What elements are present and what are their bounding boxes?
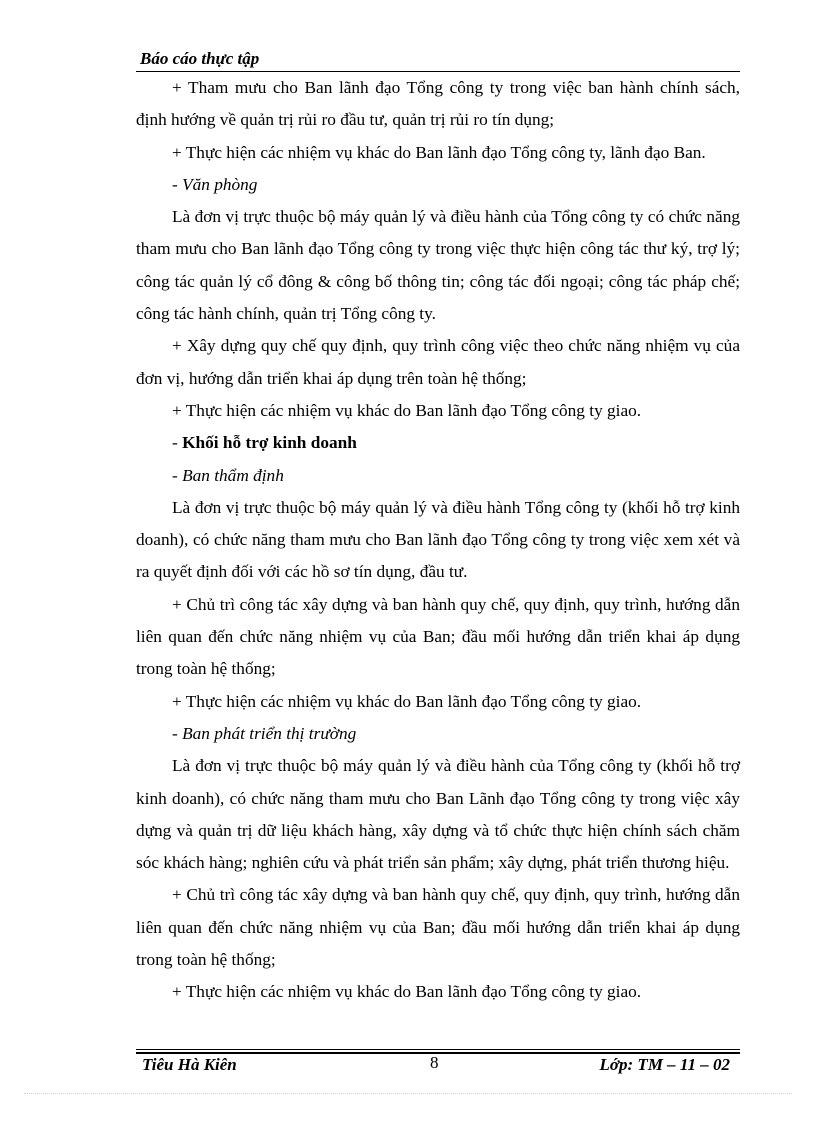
heading-text: Khối hỗ trợ kinh doanh xyxy=(182,433,357,453)
document-body xyxy=(136,72,740,1009)
paragraph: + Thực hiện các nhiệm vụ khác do Ban lãnh đạo Tổng công ty giao. xyxy=(172,691,642,711)
heading-dash: - xyxy=(172,723,183,743)
section-heading xyxy=(136,460,740,492)
heading-dash: - xyxy=(172,465,183,485)
paragraph: + Thực hiện các nhiệm vụ khác do Ban lãnh đạo Tổng công ty giao. xyxy=(172,400,642,420)
header-title: Báo cáo thực tập xyxy=(140,49,260,68)
heading-dash: - xyxy=(172,174,183,194)
footer-class: Lớp: TM – 11 – 02 xyxy=(599,1055,730,1074)
section-heading xyxy=(136,718,740,750)
section-heading xyxy=(136,169,740,201)
page-edge xyxy=(24,1093,792,1094)
paragraph: Là đơn vị trực thuộc bộ máy quản lý và điều hành Tổng công ty (khối hỗ trợ kinh doanh), có chức năng tham mưu cho Ban lãnh đạo Tổng công ty trong việc xem xét và ra quyết định đối với các hồ sơ tín dụng, đầu tư. xyxy=(136,497,740,582)
page-number: 8 xyxy=(430,1053,439,1072)
heading-text: Văn phòng xyxy=(182,174,258,194)
page-footer xyxy=(136,1053,740,1077)
paragraph: + Tham mưu cho Ban lãnh đạo Tổng công ty trong việc ban hành chính sách, định hướng về quản trị rủi ro đầu tư, quản trị rủi ro tín dụng; xyxy=(136,78,740,130)
paragraph: + Thực hiện các nhiệm vụ khác do Ban lãnh đạo Tổng công ty, lãnh đạo Ban. xyxy=(172,142,706,162)
footer-divider xyxy=(136,1049,740,1050)
paragraph: Là đơn vị trực thuộc bộ máy quản lý và điều hành của Tổng công ty (khối hỗ trợ kinh doanh), có chức năng tham mưu cho Ban Lãnh đạo Tổng công ty trong việc xây dựng và quản trị dữ liệu khách hàng, xây dựng và tổ chức thực hiện chính sách chăm sóc khách hàng; nghiên cứu và phát triển sản phẩm; xây dựng, phát triển thương hiệu. xyxy=(136,756,740,873)
paragraph: + Chủ trì công tác xây dựng và ban hành quy chế, quy định, quy trình, hướng dẫn liên quan đến chức năng nhiệm vụ của Ban; đầu mối hướng dẫn triển khai áp dụng trong toàn hệ thống; xyxy=(136,885,740,970)
page-header xyxy=(136,49,740,69)
section-heading xyxy=(136,427,740,459)
heading-text: Ban thẩm định xyxy=(182,465,284,485)
heading-dash: - xyxy=(172,433,183,453)
paragraph: Là đơn vị trực thuộc bộ máy quản lý và điều hành của Tổng công ty có chức năng tham mưu cho Ban lãnh đạo Tổng công ty trong việc thực hiện công tác thư ký, trợ lý; công tác quản lý cổ đông & công bố thông tin; công tác đối ngoại; công tác pháp chế; công tác hành chính, quản trị Tổng công ty. xyxy=(136,207,740,324)
paragraph: + Xây dựng quy chế quy định, quy trình công việc theo chức năng nhiệm vụ của đơn vị, hướng dẫn triển khai áp dụng trên toàn hệ thống; xyxy=(136,336,740,388)
paragraph: + Chủ trì công tác xây dựng và ban hành quy chế, quy định, quy trình, hướng dẫn liên quan đến chức năng nhiệm vụ của Ban; đầu mối hướng dẫn triển khai áp dụng trong toàn hệ thống; xyxy=(136,594,740,679)
paragraph: + Thực hiện các nhiệm vụ khác do Ban lãnh đạo Tổng công ty giao. xyxy=(172,982,642,1002)
footer-author: Tiêu Hà Kiên xyxy=(142,1055,237,1074)
heading-text: Ban phát triển thị trường xyxy=(182,723,357,743)
